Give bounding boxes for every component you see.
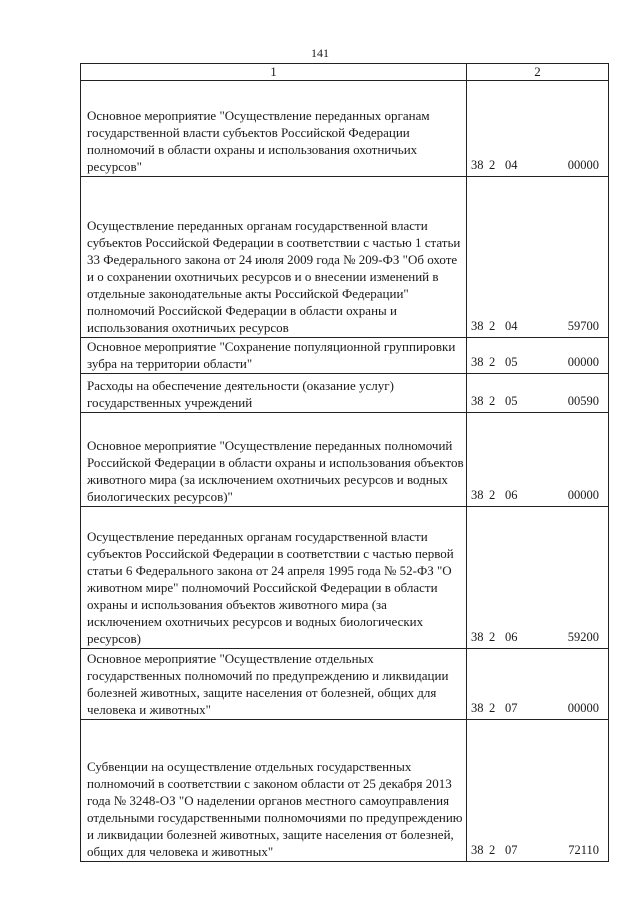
page-number: 141 bbox=[311, 46, 329, 60]
row-code bbox=[467, 338, 609, 374]
code-part-4: 00000 bbox=[567, 158, 599, 172]
code-part-2: 2 bbox=[489, 630, 496, 644]
code-part-2: 2 bbox=[489, 355, 496, 369]
column-header-1: 1 bbox=[81, 64, 467, 81]
code-part-2: 2 bbox=[489, 843, 496, 857]
table-row bbox=[81, 649, 609, 720]
code-part-1: 38 bbox=[471, 319, 484, 333]
table-row bbox=[81, 177, 609, 338]
code-part-2: 2 bbox=[489, 488, 496, 502]
row-code bbox=[467, 649, 609, 720]
row-code bbox=[467, 720, 609, 862]
code-part-4: 00590 bbox=[567, 394, 599, 408]
code-part-1: 38 bbox=[471, 701, 484, 715]
code-part-1: 38 bbox=[471, 355, 484, 369]
table-header-row bbox=[81, 64, 609, 81]
code-part-2: 2 bbox=[489, 158, 496, 172]
code-part-3: 05 bbox=[505, 394, 518, 408]
code-part-4: 59700 bbox=[567, 319, 599, 333]
row-code bbox=[467, 507, 609, 649]
table-row bbox=[81, 81, 609, 177]
row-description: Основное мероприятие "Сохранение популяционной группировки зубра на территории области" bbox=[81, 338, 467, 374]
code-part-1: 38 bbox=[471, 488, 484, 502]
row-description: Осуществление переданных органам государственной власти субъектов Российской Федерации в соответствии с частью 1 статьи 33 Федерального закона от 24 июля 2009 года № 209-ФЗ "Об охоте и о сохранении охотничьих ресурсов и о внесении изменений в отдельные законодательные акты Российской Федерации" полномочий Российской Федерации в области охраны и использования охотничьих ресурсов bbox=[81, 177, 467, 338]
row-code bbox=[467, 177, 609, 338]
row-description: Субвенции на осуществление отдельных государственных полномочий в соответствии с законом области от 25 декабря 2013 года № 3248-ОЗ "О наделении органов местного самоуправления отдельными государственными полномочиями по предупреждению и ликвидации болезней животных, защите населения от болезней, общих для человека и животных" bbox=[81, 720, 467, 862]
code-part-4: 72110 bbox=[568, 843, 599, 857]
table-row bbox=[81, 374, 609, 413]
column-header-2: 2 bbox=[467, 64, 609, 81]
code-part-4: 00000 bbox=[567, 701, 599, 715]
code-part-2: 2 bbox=[489, 319, 496, 333]
row-code bbox=[467, 374, 609, 413]
code-part-1: 38 bbox=[471, 630, 484, 644]
code-part-3: 07 bbox=[505, 701, 518, 715]
table-row bbox=[81, 413, 609, 507]
code-part-4: 59200 bbox=[567, 630, 599, 644]
code-part-4: 00000 bbox=[567, 488, 599, 502]
row-description: Основное мероприятие "Осуществление отдельных государственных полномочий по предупреждению и ликвидации болезней животных, защите населения от болезней, общих для человека и животных" bbox=[81, 649, 467, 720]
code-part-1: 38 bbox=[471, 394, 484, 408]
budget-classification-table bbox=[80, 63, 609, 862]
table-row bbox=[81, 507, 609, 649]
code-part-1: 38 bbox=[471, 158, 484, 172]
code-part-3: 06 bbox=[505, 630, 518, 644]
row-code bbox=[467, 413, 609, 507]
code-part-4: 00000 bbox=[567, 355, 599, 369]
table-row bbox=[81, 720, 609, 862]
code-part-3: 04 bbox=[505, 158, 518, 172]
table-row bbox=[81, 338, 609, 374]
code-part-3: 04 bbox=[505, 319, 518, 333]
code-part-3: 05 bbox=[505, 355, 518, 369]
code-part-2: 2 bbox=[489, 394, 496, 408]
code-part-3: 07 bbox=[505, 843, 518, 857]
row-description: Осуществление переданных органам государственной власти субъектов Российской Федерации в соответствии с частью первой статьи 6 Федерального закона от 24 апреля 1995 года № 52-ФЗ "О животном мире" полномочий Российской Федерации в области охраны и использования объектов животного мира (за исключением охотничьих ресурсов и водных биологических ресурсов) bbox=[81, 507, 467, 649]
code-part-1: 38 bbox=[471, 843, 484, 857]
code-part-2: 2 bbox=[489, 701, 496, 715]
row-description: Основное мероприятие "Осуществление переданных полномочий Российской Федерации в области охраны и использования объектов животного мира (за исключением охотничьих ресурсов и водных биологических ресурсов)" bbox=[81, 413, 467, 507]
code-part-3: 06 bbox=[505, 488, 518, 502]
row-code bbox=[467, 81, 609, 177]
row-description: Основное мероприятие "Осуществление переданных органам государственной власти субъектов Российской Федерации полномочий в области охраны и использования охотничьих ресурсов" bbox=[81, 81, 467, 177]
row-description: Расходы на обеспечение деятельности (оказание услуг) государственных учреждений bbox=[81, 374, 467, 413]
